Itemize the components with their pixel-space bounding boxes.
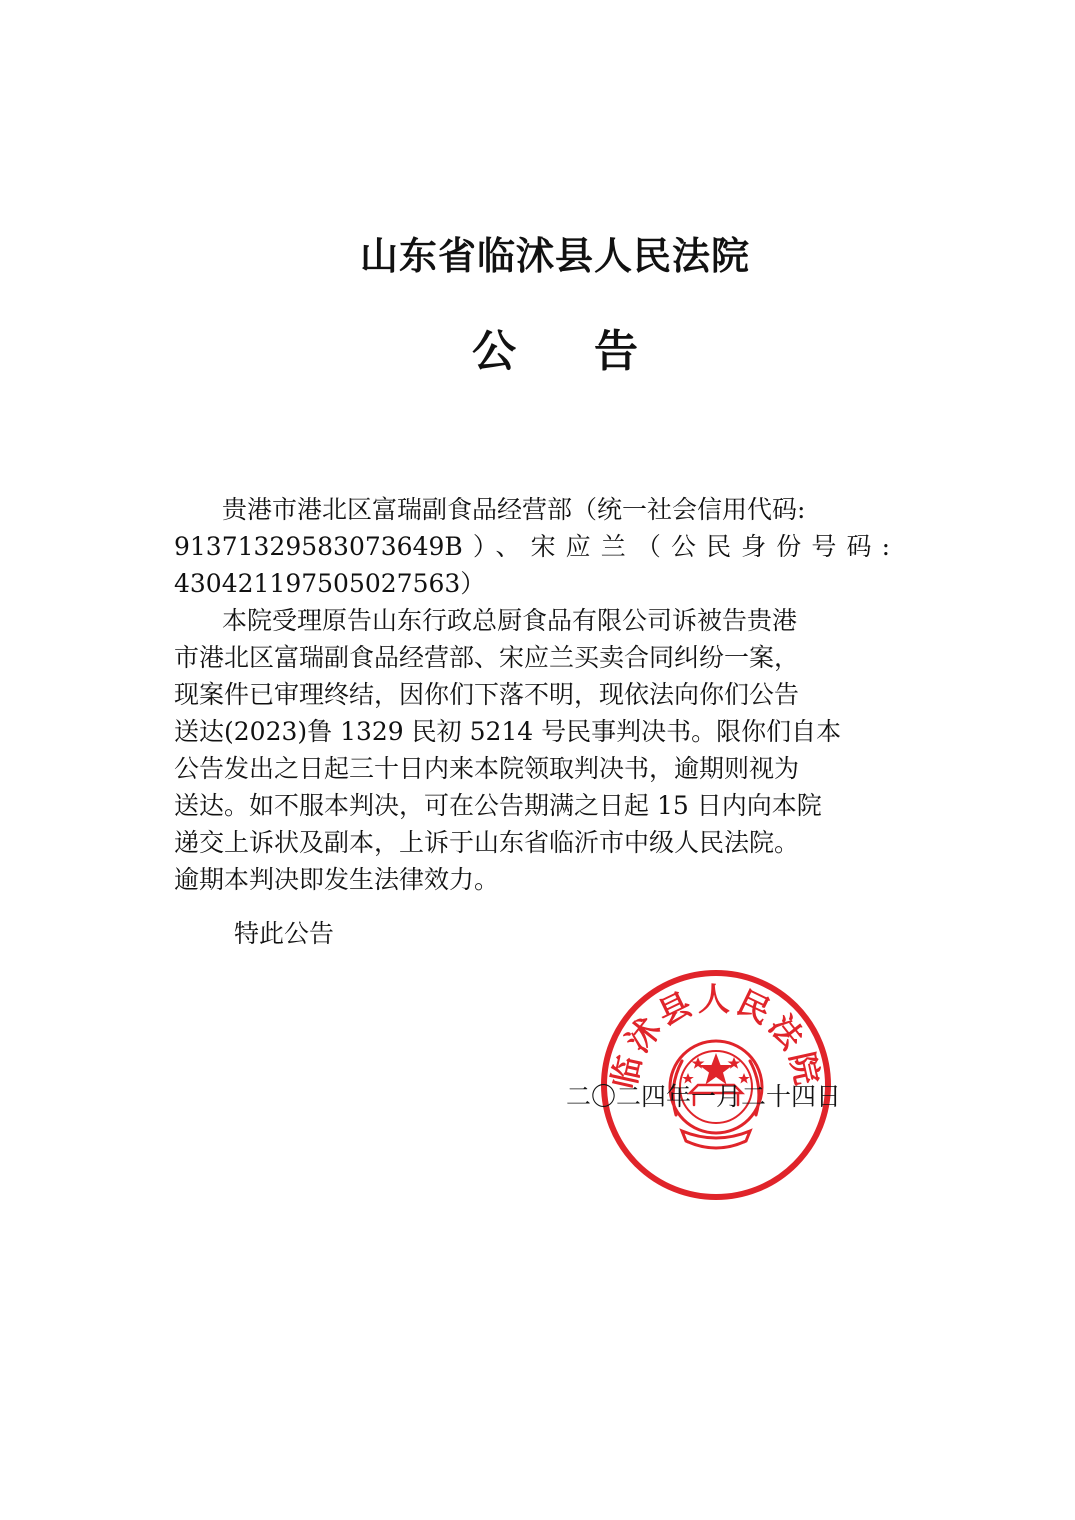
body-line: 本院受理原告山东行政总厨食品有限公司诉被告贵港	[222, 606, 798, 635]
body-line: 递交上诉状及副本，上诉于山东省临沂市中级人民法院。	[174, 828, 800, 857]
body-line: 送达。如不服本判决，可在公告期满之日起 15 日内向本院	[174, 791, 822, 820]
body-line: 贵港市港北区富瑞副食品经营部（统一社会信用代码:	[222, 495, 806, 524]
document-title	[0, 322, 1075, 382]
body-line: 430421197505027563）	[174, 569, 486, 598]
body-line: 送达(2023)鲁 1329 民初 5214 号民事判决书。限你们自本	[174, 717, 842, 746]
court-name: 山东省临沭县人民法院	[359, 234, 750, 278]
body-line: 市港北区富瑞副食品经营部、宋应兰买卖合同纠纷一案，	[174, 643, 800, 672]
issue-date: 二〇二四年一月二十四日	[566, 1082, 842, 1111]
body-line: 公告发出之日起三十日内来本院领取判决书，逾期则视为	[174, 754, 800, 783]
body-line: 91371329583073649B）、宋应兰（公民身份号码:	[174, 532, 890, 561]
body-line: 现案件已审理终结，因你们下落不明，现依法向你们公告	[174, 680, 800, 709]
body-line: 逾期本判决即发生法律效力。	[174, 865, 500, 894]
title-char-1: 公	[472, 326, 516, 377]
closing-text: 特此公告	[234, 919, 335, 948]
title-char-2: 告	[594, 326, 638, 377]
seal-text-path: 临沭县人民法院	[604, 980, 828, 1093]
